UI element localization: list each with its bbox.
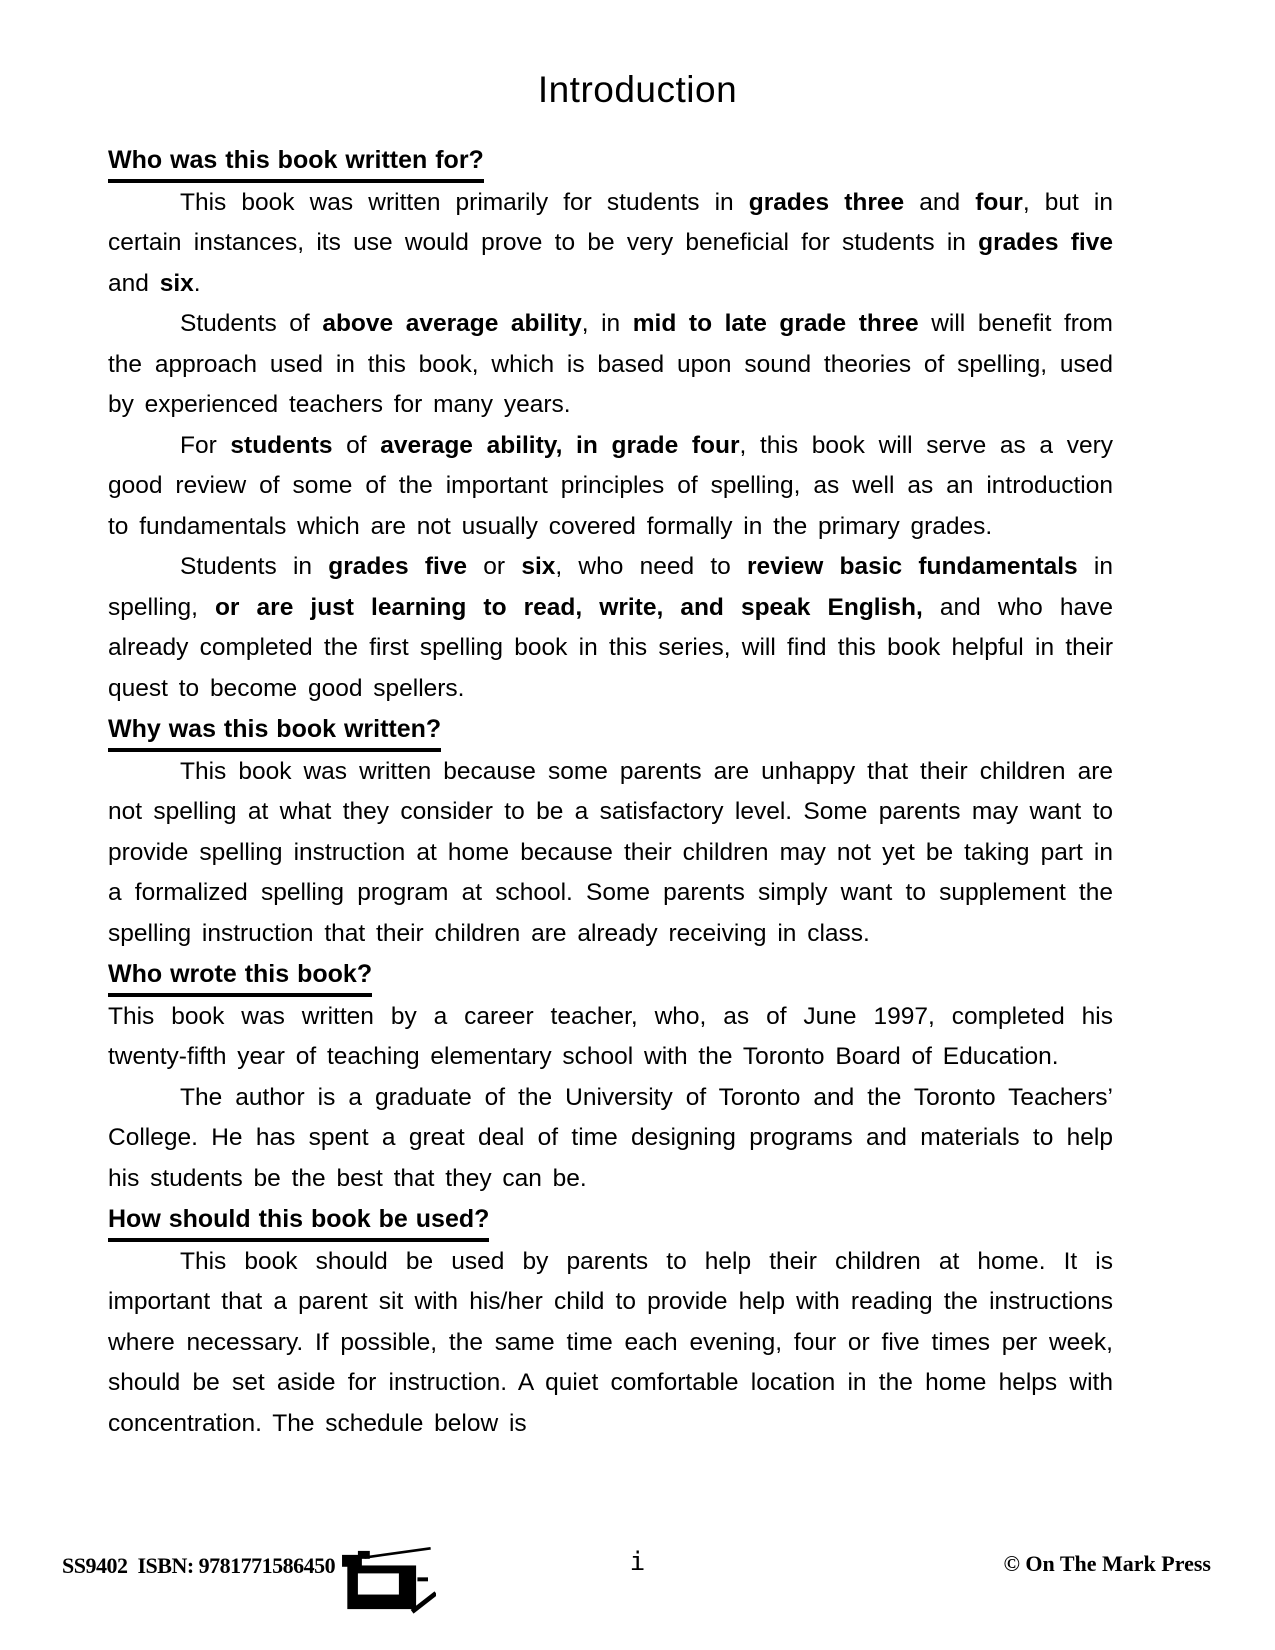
text-run: For	[180, 431, 231, 459]
paragraph	[108, 997, 1113, 1078]
text-run: in spelling,	[108, 553, 1113, 621]
section-heading-text: Why was this book written?	[108, 711, 441, 752]
text-run: or	[467, 553, 522, 580]
isbn-code: SS9402 ISBN: 9781771586450	[62, 1553, 336, 1578]
bold-text-run: four	[975, 188, 1023, 216]
bold-text-run: average ability, in grade four	[380, 431, 740, 459]
bold-text-run: above average ability	[322, 310, 582, 337]
text-run: .	[193, 269, 201, 297]
bold-text-run: six	[521, 553, 556, 580]
paragraph	[108, 183, 1113, 305]
text-run: Students in	[180, 553, 329, 580]
text-run: This book was written primarily for students in	[180, 188, 749, 216]
text-run: This book was written because some parents are unhappy that their children are not spelling at what they consider to be a satisfactory level. Some parents may want to provide spelling instruction at home because their children may not yet be taking part in a formalized spelling program at school. Some parents simply want to supplement the spelling instruction that their children are already receiving in class.	[108, 757, 1113, 947]
bold-text-run: students	[230, 431, 333, 459]
text-run: This book was written by a career teacher, who, as of June 1997, completed his twenty-fifth year of teaching elementary school with the Toronto Board of Education.	[108, 1002, 1113, 1070]
paragraph	[108, 304, 1113, 426]
text-run: and	[904, 188, 976, 216]
section-heading-text: Who was this book written for?	[108, 142, 484, 183]
text-run: , this book will serve as a very good review of some of the important principles of spelling, as well as an introduction to fundamentals which are not usually covered formally in the primary grades.	[108, 431, 1113, 540]
text-run: This book should be used by parents to help their children at home. It is important that a parent sit with his/her child to provide help with reading the instructions where necessary. If possible, the same time each evening, four or five times per week, should be set aside for instruction. A quiet comfortable location in the home helps with concentration. The schedule below is	[108, 1247, 1113, 1437]
section-heading	[108, 709, 1113, 752]
section-heading	[108, 1199, 1113, 1242]
bold-text-run: grades five	[328, 553, 468, 580]
text-run: will benefit from the approach used in this book, which is based upon sound theories of spelling, used by experienced teachers for many years.	[108, 310, 1113, 418]
text-run: , but in certain instances, its use would prove to be very beneficial for students in	[108, 188, 1113, 256]
bold-text-run: six	[159, 269, 194, 297]
paragraph	[108, 426, 1113, 548]
bold-text-run: review basic fundamentals	[747, 553, 1078, 580]
document-body	[0, 140, 1275, 1444]
section-heading	[108, 140, 1113, 183]
text-run: The author is a graduate of the University of Toronto and the Toronto Teachers’ College. He has spent a great deal of time designing programs and materials to help his students be the best that they can be.	[108, 1083, 1113, 1192]
section-heading-text: Who wrote this book?	[108, 956, 372, 997]
paragraph	[108, 547, 1113, 709]
paragraph	[108, 752, 1113, 955]
text-run: , in	[581, 310, 633, 337]
paragraph	[108, 1078, 1113, 1200]
page-footer	[0, 1535, 1275, 1635]
text-run: Students of	[180, 310, 323, 337]
copyright-notice: © On The Mark Press	[1003, 1551, 1211, 1576]
text-run: of	[332, 431, 381, 459]
page-title: Introduction	[537, 69, 738, 110]
text-run: and who have already completed the first spelling book in this series, will find this book helpful in their quest to become good spellers.	[108, 593, 1113, 702]
bold-text-run: or are just learning to read, write, and speak English,	[214, 593, 923, 621]
paragraph	[108, 1242, 1113, 1445]
bold-text-run: grades five	[978, 229, 1113, 256]
text-run: and	[108, 269, 160, 297]
bold-text-run: mid to late grade three	[632, 310, 919, 337]
section-heading-text: How should this book be used?	[108, 1201, 489, 1242]
text-run: , who need to	[555, 553, 747, 580]
page-number: i	[629, 1547, 646, 1577]
section-heading	[108, 954, 1113, 997]
bold-text-run: grades three	[748, 188, 905, 216]
